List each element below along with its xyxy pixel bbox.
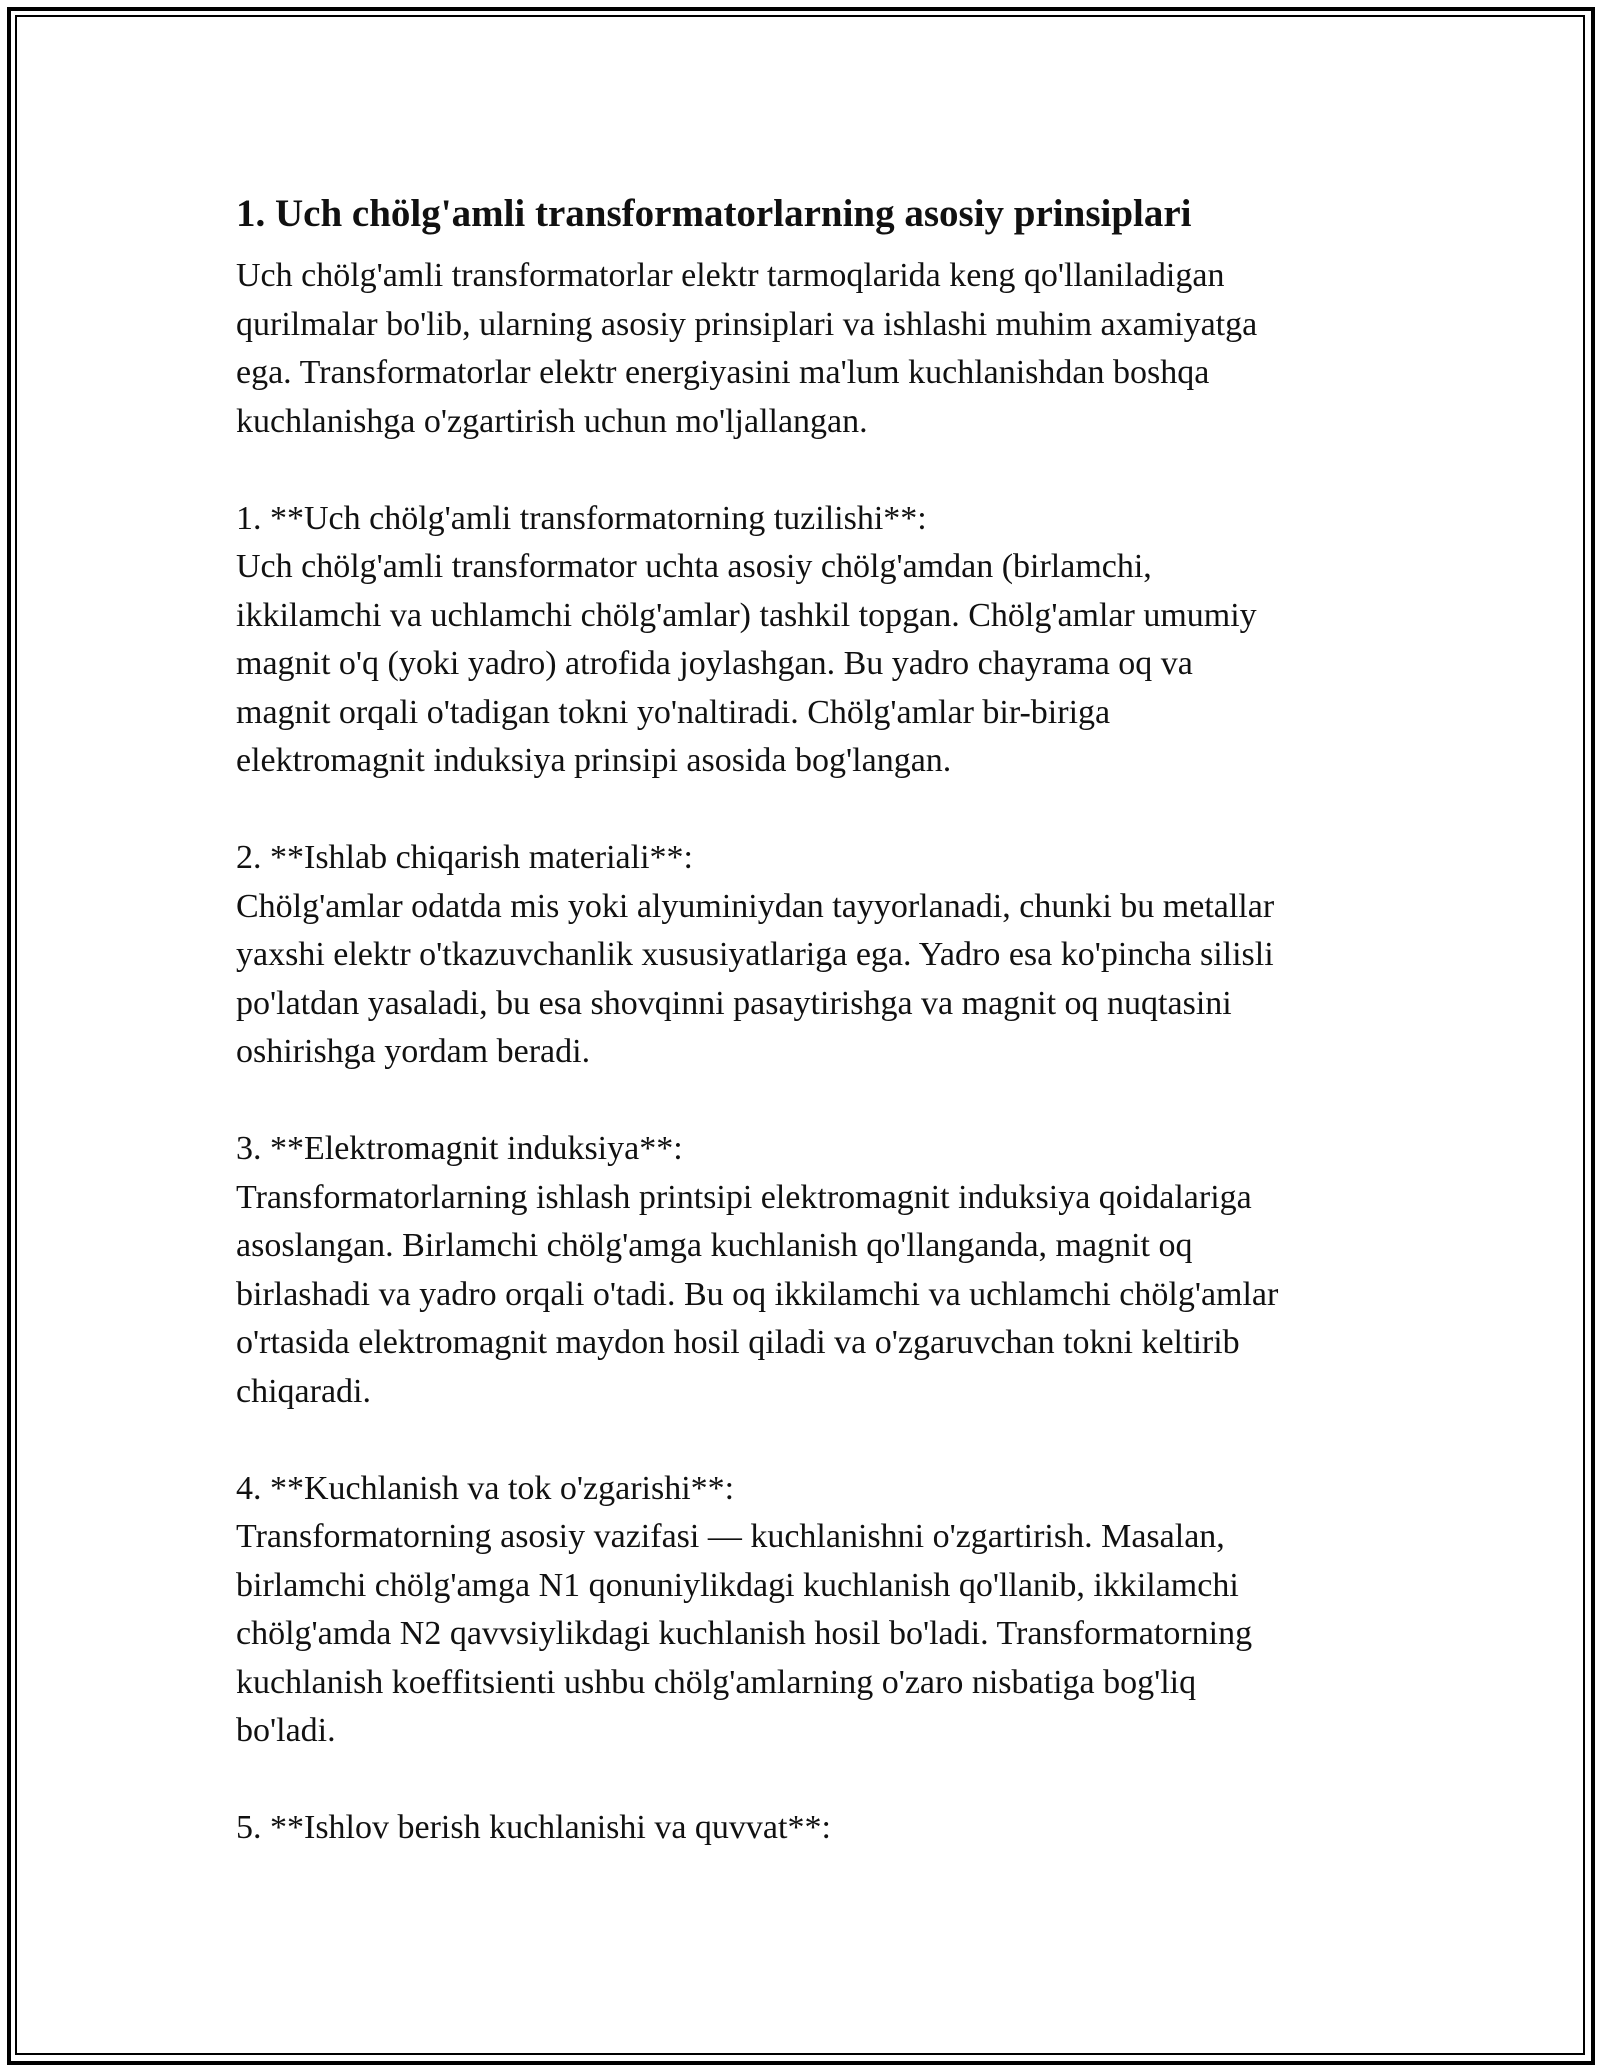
section-line: po'latdan yasaladi, bu esa shovqinni pasaytirishga va magnit oq nuqtasini (236, 984, 1232, 1022)
paragraph-gap (236, 1756, 1376, 1805)
section-heading: 4. **Kuchlanish va tok o'zgarishi**: (236, 1469, 735, 1507)
section-line: o'rtasida elektromagnit maydon hosil qiladi va o'zgaruvchan tokni keltirib (236, 1324, 1240, 1361)
section-line: magnit o'q (yoki yadro) atrofida joylashgan. Bu yadro chayrama oq va (236, 645, 1193, 682)
section-line: asoslangan. Birlamchi chölg'amga kuchlanish qo'llanganda, magnit oq (236, 1227, 1193, 1264)
section-heading: 3. **Elektromagnit induksiya**: (236, 1130, 683, 1167)
section-line: birlashadi va yadro orqali o'tadi. Bu oq ikkilamchi va uchlamchi chölg'amlar (236, 1275, 1279, 1313)
section-line: kuchlanish koeffitsienti ushbu chölg'amlarning o'zaro nisbatiga bog'liq (236, 1663, 1197, 1701)
section-line: elektromagnit induksiya prinsipi asosida bog'langan. (236, 742, 952, 779)
section-line: bo'ladi. (236, 1712, 336, 1749)
section-1 (236, 495, 1376, 786)
section-line: yaxshi elektr o'tkazuvchanlik xususiyatlariga ega. Yadro esa ko'pincha silisli (236, 936, 1274, 973)
section-line: birlamchi chölg'amga N1 qonuniylikdagi kuchlanish qo'llanib, ikkilamchi (236, 1566, 1239, 1604)
section-line: ikkilamchi va uchlamchi chölg'amlar) tashkil topgan. Chölg'amlar umumiy (236, 596, 1257, 634)
section-heading: 2. **Ishlab chiqarish materiali**: (236, 839, 693, 876)
section-line: magnit orqali o'tadigan tokni yo'naltiradi. Chölg'amlar bir-biriga (236, 693, 1111, 731)
section-2 (236, 834, 1376, 1077)
section-line: Transformatorlarning ishlash printsipi elektromagnit induksiya qoidalariga (236, 1178, 1252, 1216)
section-line: Chölg'amlar odatda mis yoki alyuminiydan tayyorlanadi, chunki bu metallar (236, 887, 1275, 925)
intro-line: qurilmalar bo'lib, ularning asosiy prinsiplari va ishlashi muhim axamiyatga (236, 305, 1258, 343)
section-line: chölg'amda N2 qavvsiylikdagi kuchlanish hosil bo'ladi. Transformatorning (236, 1615, 1253, 1652)
section-line: oshirishga yordam beradi. (236, 1033, 591, 1070)
intro-line: Uch chölg'amli transformatorlar elektr tarmoqlarida keng qo'llaniladigan (236, 257, 1225, 294)
section-line: chiqaradi. (236, 1372, 371, 1410)
paragraph-gap (236, 1077, 1376, 1126)
section-line: Transformatorning asosiy vazifasi — kuchlanishni o'zgartirish. Masalan, (236, 1518, 1225, 1555)
document-body (236, 184, 1376, 1853)
section-heading: 1. **Uch chölg'amli transformatorning tuzilishi**: (236, 499, 927, 537)
intro-line: kuchlanishga o'zgartirish uchun mo'ljallangan. (236, 402, 868, 440)
section-5 (236, 1804, 1376, 1853)
section-4 (236, 1465, 1376, 1756)
document-title: 1. Uch chölg'amli transformatorlarning asosiy prinsiplari (236, 192, 1192, 235)
section-line: Uch chölg'amli transformator uchta asosiy chölg'amdan (birlamchi, (236, 548, 1152, 585)
section-heading: 5. **Ishlov berish kuchlanishi va quvvat**: (236, 1809, 831, 1846)
intro-line: ega. Transformatorlar elektr energiyasini ma'lum kuchlanishdan boshqa (236, 354, 1210, 391)
section-3 (236, 1125, 1376, 1416)
paragraph-gap (236, 446, 1376, 495)
intro-paragraph (236, 252, 1376, 446)
paragraph-gap (236, 1416, 1376, 1465)
paragraph-gap (236, 786, 1376, 835)
